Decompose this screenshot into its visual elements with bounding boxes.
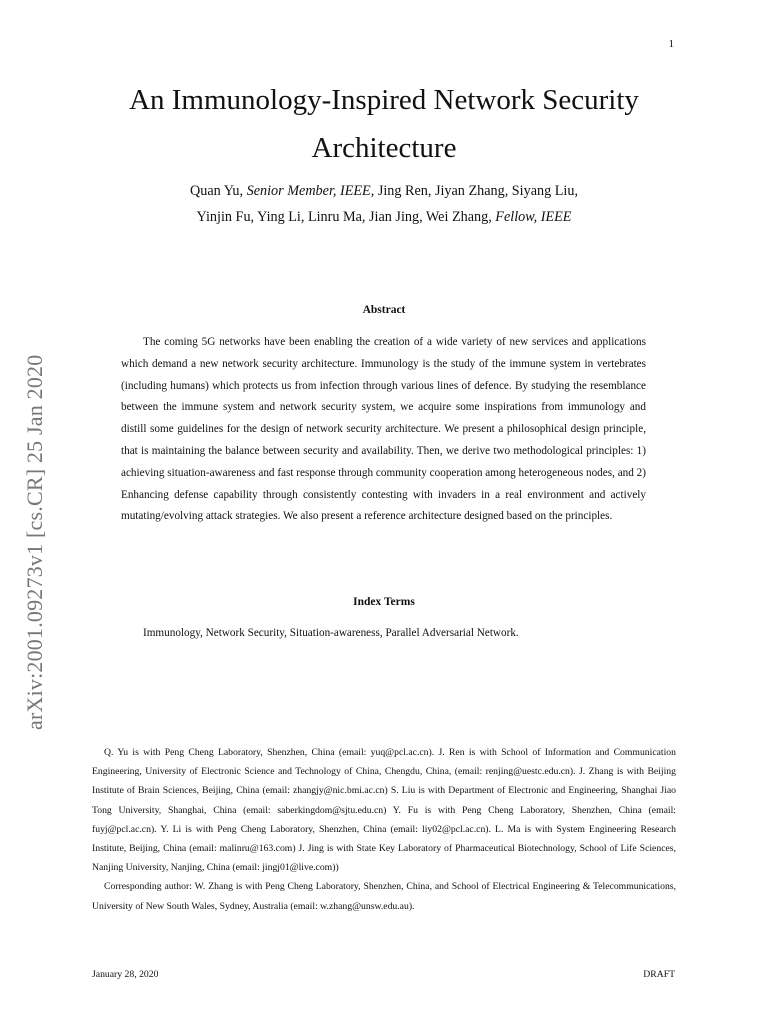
index-terms-heading: Index Terms [353, 596, 415, 608]
author-line-1 [92, 178, 676, 204]
arxiv-identifier: arXiv:2001.09273v1 [cs.CR] 25 Jan 2020 [22, 354, 47, 730]
author-line-2 [92, 204, 676, 230]
paper-title: An Immunology-Inspired Network Security Architecture [129, 84, 639, 164]
abstract-text: The coming 5G networks have been enabling the creation of a wide variety of new services and applications which demand a new network security architecture. Immunology is the study of the immune system in vertebrates (including humans) which protects us from infection through various lines of defence. By studying the resemblance between the immune system and network security system, we acquire some inspirations from immunology and distill some guidelines for the design of network security architecture. We present a philosophical design principle, that is maintaining the balance between security and availability. Then, we derive two methodological principles: 1) achieving situation-awareness and fast response through community cooperation among heterogeneous nodes, and 2) Enhancing defense capability through consistently contesting with invaders in a real environment and actively mutating/evolving attack strategies. We also present a reference architecture designed based on the principles. [121, 336, 646, 523]
author-names-1b: , Jing Ren, Jiyan Zhang, Siyang Liu, [370, 183, 578, 199]
author-list [92, 178, 676, 230]
corresponding-author-footnote: Corresponding author: W. Zhang is with Peng Cheng Laboratory, Shenzhen, China, and School of Electrical Engineering & Telecommunications, University of New South Wales, Sydney, Australia (email: w.zhang@unsw.edu.au). [92, 881, 676, 912]
abstract-heading: Abstract [362, 304, 406, 316]
page-number: 1 [668, 38, 674, 50]
author-names-1: Quan Yu, [189, 183, 247, 199]
author-names-2: Yinjin Fu, Ying Li, Linru Ma, Jian Jing, Wei Zhang, [196, 209, 496, 225]
author-role-2: Fellow, IEEE [495, 209, 572, 225]
index-terms-text: Immunology, Network Security, Situation-awareness, Parallel Adversarial Network. [143, 627, 519, 639]
footer-status: DRAFT [643, 969, 675, 980]
affiliation-footnote: Q. Yu is with Peng Cheng Laboratory, Shenzhen, China (email: yuq@pcl.ac.cn). J. Ren is with School of Information and Communication Engineering, University of Electronic Science and Technology of China, Chengdu, China, (email: renjing@uestc.edu.cn). J. Zhang is with Beijing Institute of Brain Sciences, Beijing, China (email: zhangjy@nic.bmi.ac.cn) S. Liu is with Department of Electronic and Engineering, Shanghai Jiao Tong University, Shanghai, China (email: saberkingdom@sjtu.edu.cn) Y. Fu is with Peng Cheng Laboratory, Shenzhen, China (email: fuyj@pcl.ac.cn). Y. Li is with Peng Cheng Laboratory, Shenzhen, China (email: liy02@pcl.ac.cn). L. Ma is with System Engineering Research Institute, Beijing, China (email: malinru@163.com) J. Jing is with State Key Laboratory of Pharmaceutical Biotechnology, School of Life Sciences, Nanjing University, Nanjing, China (email: jingj01@live.com)) [92, 747, 676, 874]
footer-date: January 28, 2020 [92, 969, 159, 980]
footnotes [92, 743, 676, 916]
author-role-1: Senior Member, IEEE [246, 183, 371, 199]
